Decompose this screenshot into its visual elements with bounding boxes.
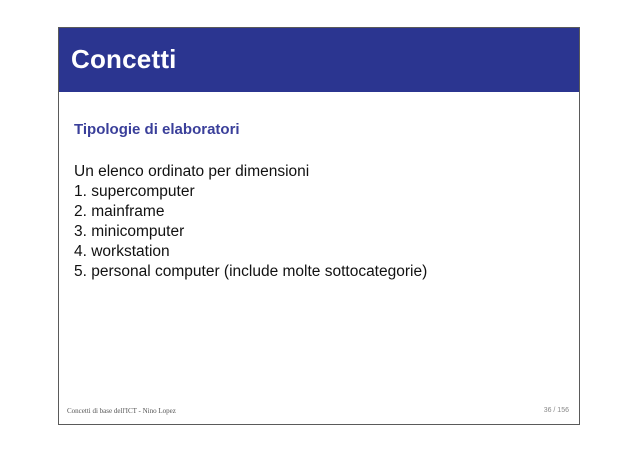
footer-author: Concetti di base dell'ICT - Nino Lopez [67, 407, 176, 415]
content-line-personal-computer: 5. personal computer (include molte sottocategorie) [74, 263, 428, 280]
content-list [74, 162, 427, 282]
slide [58, 27, 580, 425]
slide-subtitle: Tipologie di elaboratori [74, 121, 240, 138]
page-number: 36 / 156 [543, 407, 569, 414]
slide-title: Concetti [71, 44, 177, 74]
content-line-intro: Un elenco ordinato per dimensioni [74, 163, 310, 180]
content-line-supercomputer: 1. supercomputer [74, 183, 195, 200]
content-line-workstation: 4. workstation [74, 243, 170, 260]
title-bar [59, 28, 579, 92]
content-line-mainframe: 2. mainframe [74, 203, 165, 220]
content-line-minicomputer: 3. minicomputer [74, 223, 185, 240]
